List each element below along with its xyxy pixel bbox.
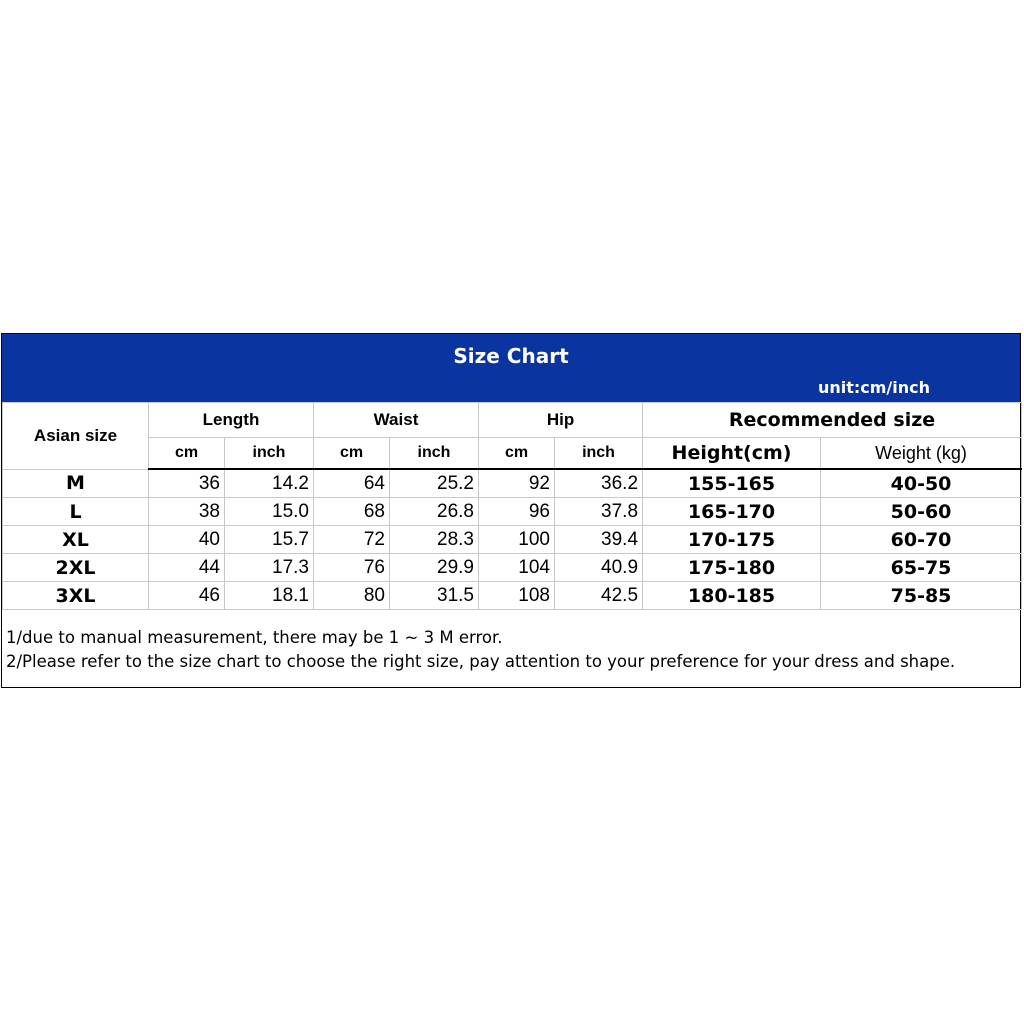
header-length-cm: cm xyxy=(149,438,225,470)
table-row xyxy=(3,469,1022,498)
size-cell: 2XL xyxy=(3,554,149,582)
waist-inch-cell: 31.5 xyxy=(390,582,479,610)
size-table xyxy=(2,402,1022,610)
length-cm-cell: 44 xyxy=(149,554,225,582)
header-height: Height(cm) xyxy=(643,438,821,470)
waist-inch-cell: 29.9 xyxy=(390,554,479,582)
length-cm-cell: 40 xyxy=(149,526,225,554)
hip-inch-cell: 36.2 xyxy=(555,469,643,498)
height-cell: 170-175 xyxy=(643,526,821,554)
header-length: Length xyxy=(149,403,314,438)
header-waist-cm: cm xyxy=(314,438,390,470)
table-row xyxy=(3,526,1022,554)
hip-cm-cell: 96 xyxy=(479,498,555,526)
weight-cell: 75-85 xyxy=(821,582,1022,610)
chart-banner xyxy=(2,334,1020,402)
hip-cm-cell: 108 xyxy=(479,582,555,610)
height-cell: 155-165 xyxy=(643,469,821,498)
hip-inch-cell: 37.8 xyxy=(555,498,643,526)
length-cm-cell: 46 xyxy=(149,582,225,610)
size-rows xyxy=(3,469,1022,610)
length-cm-cell: 38 xyxy=(149,498,225,526)
waist-cm-cell: 68 xyxy=(314,498,390,526)
hip-cm-cell: 92 xyxy=(479,469,555,498)
length-inch-cell: 15.7 xyxy=(225,526,314,554)
unit-label: unit:cm/inch xyxy=(817,378,930,397)
length-inch-cell: 17.3 xyxy=(225,554,314,582)
length-cm-cell: 36 xyxy=(149,469,225,498)
size-cell: M xyxy=(3,469,149,498)
hip-inch-cell: 39.4 xyxy=(555,526,643,554)
weight-cell: 50-60 xyxy=(821,498,1022,526)
weight-cell: 40-50 xyxy=(821,469,1022,498)
length-inch-cell: 15.0 xyxy=(225,498,314,526)
header-waist-inch: inch xyxy=(390,438,479,470)
waist-inch-cell: 25.2 xyxy=(390,469,479,498)
waist-cm-cell: 64 xyxy=(314,469,390,498)
size-cell: XL xyxy=(3,526,149,554)
header-asian-size: Asian size xyxy=(3,403,149,470)
note-1: 1/due to manual measurement, there may be 1 ~ 3 M error. xyxy=(6,628,503,647)
notes xyxy=(6,626,955,674)
table-row xyxy=(3,582,1022,610)
size-cell: 3XL xyxy=(3,582,149,610)
length-inch-cell: 14.2 xyxy=(225,469,314,498)
header-recommended-size: Recommended size xyxy=(643,403,1022,438)
waist-cm-cell: 76 xyxy=(314,554,390,582)
height-cell: 180-185 xyxy=(643,582,821,610)
hip-inch-cell: 42.5 xyxy=(555,582,643,610)
waist-inch-cell: 26.8 xyxy=(390,498,479,526)
hip-cm-cell: 100 xyxy=(479,526,555,554)
header-weight: Weight (kg) xyxy=(821,438,1022,470)
header-hip-cm: cm xyxy=(479,438,555,470)
header-waist: Waist xyxy=(314,403,479,438)
waist-cm-cell: 80 xyxy=(314,582,390,610)
table-row xyxy=(3,498,1022,526)
size-chart xyxy=(1,333,1021,688)
size-cell: L xyxy=(3,498,149,526)
note-2: 2/Please refer to the size chart to choose the right size, pay attention to your preference for your dress and shape. xyxy=(6,652,956,671)
header-hip-inch: inch xyxy=(555,438,643,470)
weight-cell: 65-75 xyxy=(821,554,1022,582)
height-cell: 175-180 xyxy=(643,554,821,582)
table-row xyxy=(3,554,1022,582)
hip-inch-cell: 40.9 xyxy=(555,554,643,582)
weight-cell: 60-70 xyxy=(821,526,1022,554)
waist-cm-cell: 72 xyxy=(314,526,390,554)
height-cell: 165-170 xyxy=(643,498,821,526)
waist-inch-cell: 28.3 xyxy=(390,526,479,554)
header-length-inch: inch xyxy=(225,438,314,470)
hip-cm-cell: 104 xyxy=(479,554,555,582)
header-hip: Hip xyxy=(479,403,643,438)
chart-title: Size Chart xyxy=(453,344,569,368)
length-inch-cell: 18.1 xyxy=(225,582,314,610)
